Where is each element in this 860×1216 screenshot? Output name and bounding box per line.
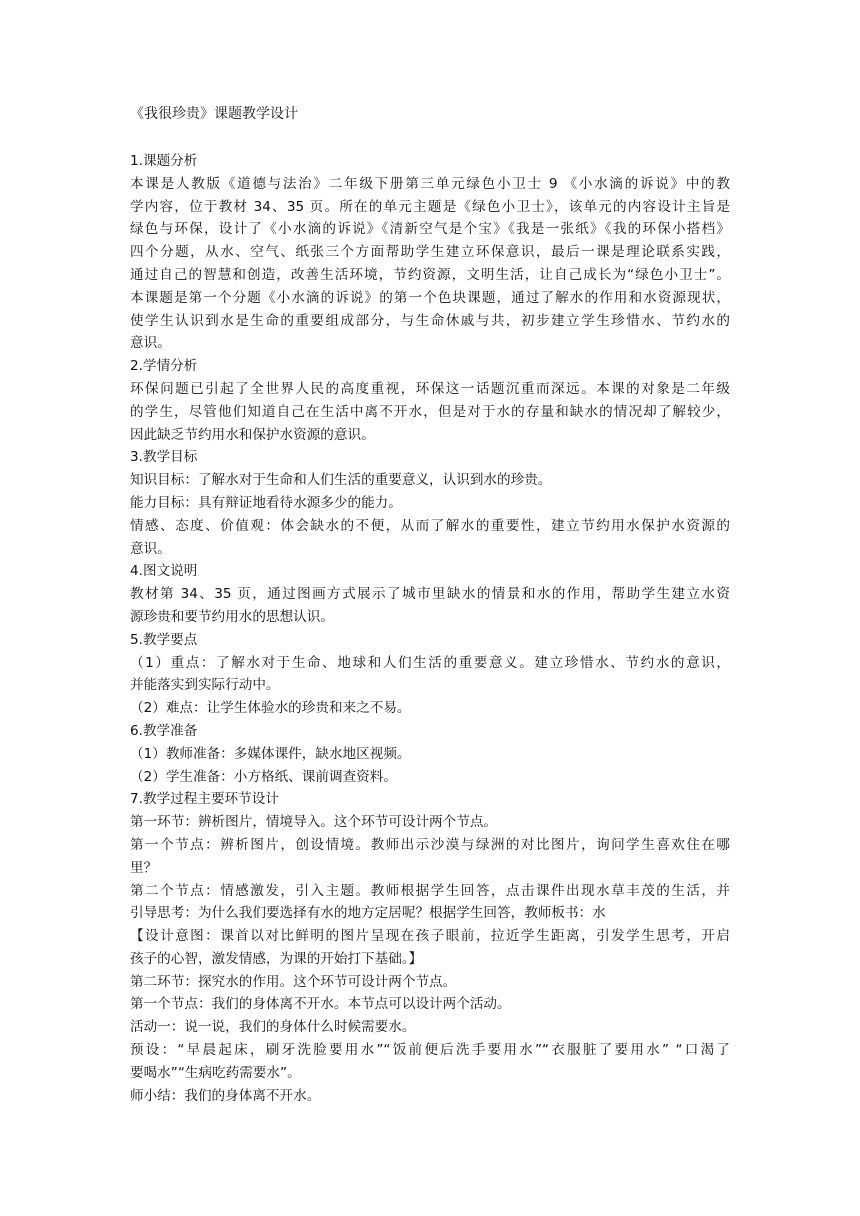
text-line: 第一个节点：辨析图片，创设情境。教师出示沙漠与绿洲的对比图片，询问学生喜欢住在哪 bbox=[130, 836, 730, 853]
text-line: 引导思考：为什么我们要选择有水的地方定居呢？根据学生回答，教师板书：水 bbox=[130, 905, 606, 922]
text-line: 本课题是第一个分题《小水滴的诉说》的第一个色块课题，通过了解水的作用和水资源现状， bbox=[130, 289, 730, 306]
text-line: 2.学情分析 bbox=[130, 358, 198, 375]
text-line: （1）教师准备：多媒体课件，缺水地区视频。 bbox=[130, 745, 411, 762]
text-line: （2）难点：让学生体验水的珍贵和来之不易。 bbox=[130, 700, 411, 717]
text-line: 预设：“早晨起床，刷牙洗脸要用水”“饭前便后洗手要用水”“衣服脏了要用水” “口渴了 bbox=[130, 1042, 730, 1059]
text-line: 第一个节点：我们的身体离不开水。本节点可以设计两个活动。 bbox=[130, 996, 511, 1013]
text-line: 能力目标：具有辩证地看待水源多少的能力。 bbox=[130, 494, 402, 511]
text-line: 【设计意图：课首以对比鲜明的图片呈现在孩子眼前，拉近学生距离，引发学生思考，开启 bbox=[130, 928, 730, 945]
text-line: 5.教学要点 bbox=[130, 631, 198, 648]
text-line: 要喝水”“生病吃药需要水”。 bbox=[130, 1064, 301, 1081]
text-line: 的学生，尽管他们知道自己在生活中离不开水，但是对于水的存量和缺水的情况却了解较少， bbox=[130, 403, 730, 420]
text-line: 通过自己的智慧和创造，改善生活环境，节约资源，文明生活，让自己成长为“绿色小卫士”。 bbox=[130, 266, 730, 283]
text-line: 并能落实到实际行动中。 bbox=[130, 677, 280, 694]
text-line: 第二环节：探究水的作用。这个环节可设计两个节点。 bbox=[130, 973, 457, 990]
text-line: 知识目标：了解水对于生命和人们生活的重要意义，认识到水的珍贵。 bbox=[130, 472, 552, 489]
text-line: 源珍贵和要节约用水的思想认识。 bbox=[130, 608, 334, 625]
text-line: （1）重点：了解水对于生命、地球和人们生活的重要意义。建立珍惜水、节约水的意识， bbox=[130, 654, 730, 671]
text-line: 教材第 34、35 页，通过图画方式展示了城市里缺水的情景和水的作用，帮助学生建立水资 bbox=[130, 586, 730, 603]
text-line: 6.教学准备 bbox=[130, 722, 198, 739]
text-line: 孩子的心智，激发情感，为课的开始打下基础。】 bbox=[130, 950, 423, 967]
text-line: 情感、态度、价值观：体会缺水的不便，从而了解水的重要性，建立节约用水保护水资源的 bbox=[130, 517, 730, 534]
text-line: 四个分题，从水、空气、纸张三个方面帮助学生建立环保意识，最后一课是理论联系实践， bbox=[130, 244, 730, 261]
text-line: 师小结：我们的身体离不开水。 bbox=[130, 1087, 321, 1104]
text-line: 3.教学目标 bbox=[130, 449, 198, 466]
text-line: （2）学生准备：小方格纸、课前调查资料。 bbox=[130, 768, 397, 785]
text-line: 环保问题已引起了全世界人民的高度重视，环保这一话题沉重而深远。本课的对象是二年级 bbox=[130, 380, 730, 397]
text-line: 里？ bbox=[130, 859, 158, 876]
text-line: 学内容，位于教材 34、35 页。所在的单元主题是《绿色小卫士》，该单元的内容设计主旨是 bbox=[130, 198, 730, 215]
text-line: 第二个节点：情感激发，引入主题。教师根据学生回答，点击课件出现水草丰茂的生活，并 bbox=[130, 882, 730, 899]
text-line: 4.图文说明 bbox=[130, 563, 198, 580]
text-line: 本课是人教版《道德与法治》二年级下册第三单元绿色小卫士 9 《小水滴的诉说》中的教 bbox=[130, 175, 730, 192]
text-line: 因此缺乏节约用水和保护水资源的意识。 bbox=[130, 426, 375, 443]
document-body bbox=[130, 150, 730, 1107]
text-line: 7.教学过程主要环节设计 bbox=[130, 791, 279, 808]
text-line: 意识。 bbox=[130, 540, 171, 557]
document-title: 《我很珍贵》课题教学设计 bbox=[130, 106, 298, 122]
text-line: 意识。 bbox=[130, 335, 171, 352]
text-line: 使学生认识到水是生命的重要组成部分，与生命休戚与共，初步建立学生珍惜水、节约水的 bbox=[130, 312, 730, 329]
text-line: 活动一：说一说，我们的身体什么时候需要水。 bbox=[130, 1019, 416, 1036]
text-line: 绿色与环保，设计了《小水滴的诉说》《清新空气是个宝》《我是一张纸》《我的环保小搭档》 bbox=[130, 221, 730, 238]
text-line: 1.课题分析 bbox=[130, 153, 198, 169]
text-line: 第一环节：辨析图片，情境导入。这个环节可设计两个节点。 bbox=[130, 814, 498, 831]
